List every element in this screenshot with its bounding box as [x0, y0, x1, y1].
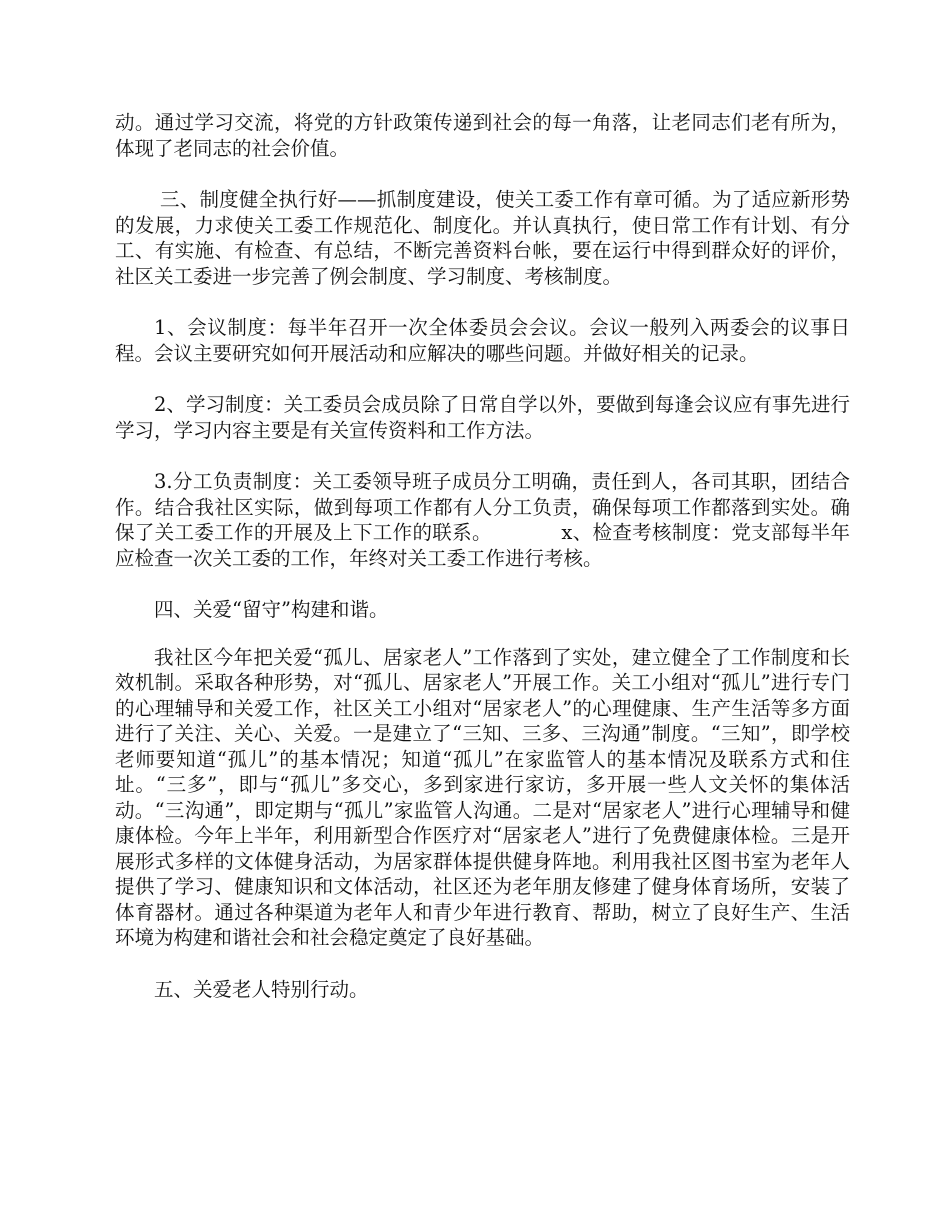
document-body: [115, 110, 850, 1028]
paragraph-section-three: 三、制度健全执行好——抓制度建设，使关工委工作有章可循。为了适应新形势的发展，力求使关工委工作规范化、制度化。并认真执行，使日常工作有计划、有分工、有实施、有检查、有总结，不断完善资料台帐，要在运行中得到群众好的评价，社区关工委进一步完善了例会制度、学习制度、考核制度。: [115, 188, 850, 288]
paragraph-section-four-heading: 四、关爱“留守”构建和谐。: [154, 598, 389, 621]
paragraph-section-five-heading: 五、关爱老人特别行动。: [154, 977, 369, 1001]
paragraph-care-left-behind: 我社区今年把关爱“孤儿、居家老人”工作落到了实处，建立健全了工作制度和长效机制。采取各种形势，对“孤儿、居家老人”开展工作。关工小组对“孤儿”进行专门的心理辅导和关爱工作，社区关工小组对“居家老人”的心理健康、生产生活等多方面进行了关注、关心、关爱。一是建立了“三知、三多、三沟通”制度。“三知”，即学校老师要知道“孤儿”的基本情况；知道“孤儿”在家监管人的基本情况及联系方式和住址。“三多”，即与“孤儿”多交心，多到家进行家访，多开展一些人文关怀的集体活动。“三沟通”，即定期与“孤儿”家监管人沟通。二是对“居家老人”进行心理辅导和健康体检。今年上半年，利用新型合作医疗对“居家老人”进行了免费健康体检。三是开展形式多样的文体健身活动，为居家群体提供健身阵地。利用我社区图书室为老年人提供了学习、健康知识和文体活动，社区还为老年朋友修建了健身体育场所，安装了体育器材。通过各种渠道为老年人和青少年进行教育、帮助，树立了良好生产、生活环境为构建和谐社会和社会稳定奠定了良好基础。: [115, 645, 850, 949]
paragraph-responsibility-system: 3.分工负责制度：关工委领导班子成员分工明确，责任到人，各司其职，团结合作。结合我社区实际，做到每项工作都有人分工负责，确保每项工作都落到实处。确保了关工委工作的开展及上下工作的联系。 x、检查考核制度：党支部每半年应检查一次关工委的工作，年终对关工委工作进行考核。: [115, 470, 850, 570]
paragraph-continuation: 动。通过学习交流，将党的方针政策传递到社会的每一角落，让老同志们老有所为，体现了老同志的社会价值。: [115, 111, 850, 160]
paragraph-study-system: 2、学习制度：关工委员会成员除了日常自学以外，要做到每逢会议应有事先进行学习，学习内容主要是有关宣传资料和工作方法。: [115, 393, 850, 442]
paragraph-meeting-system: 1、会议制度：每半年召开一次全体委员会会议。会议一般列入两委会的议事日程。会议主要研究如何开展活动和应解决的哪些问题。并做好相关的记录。: [115, 316, 850, 365]
